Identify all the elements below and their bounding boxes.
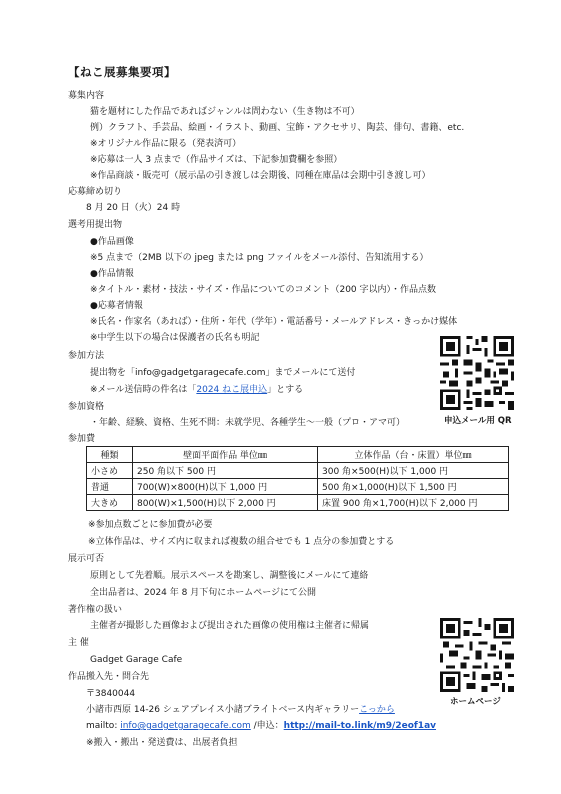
heading-tenji: 展示可否 [68,554,105,564]
homepage-qr-code-icon[interactable] [440,618,514,692]
teishutsu-line: ●応募者情報 [90,301,143,311]
heading-shikaku: 参加資格 [68,402,105,412]
teishutsu-line: ※タイトル・素材・技法・サイズ・作品についてのコメント（200 字以内）・作品点数 [90,285,437,295]
tenji-line: 全出品者は、2024 年 8 月下旬にホームページにて公開 [90,588,317,598]
table-cell: 800(W)×1,500(H)以下 2,000 円 [133,495,318,511]
postal-code: 〒3840044 [86,689,136,699]
contact-line [86,720,436,732]
boshu-line: ※応募は一人 3 点まで（作品サイズは、下記参加費欄を参照） [90,155,343,165]
deadline-value: 8 月 20 日（火）24 時 [86,203,181,213]
apply-qr-code-icon[interactable] [440,336,514,410]
subject-suffix: 」とする [267,385,304,395]
heading-teishutsu: 選考用提出物 [68,220,123,230]
table-cell: 床置 900 角×1,700(H)以下 2,000 円 [318,495,509,511]
chosakuken-line: 主催者が撮影した画像および提出された画像の使用権は主催者に帰属 [90,621,370,631]
heading-boshu: 募集内容 [68,91,105,101]
boshu-line: ※作品商談・販売可（展示品の引き渡しは会期後、同種在庫品は会期中引き渡し可） [90,171,431,181]
email-link[interactable]: info@gadgetgaragecafe.com [120,721,251,731]
table-cell: 700(W)×800(H)以下 1,000 円 [133,479,318,495]
gallery-link[interactable]: こっから [359,705,395,715]
table-header-cell: 壁面平面作品 単位㎜ [133,447,318,463]
heading-chosakuken: 著作権の扱い [68,605,123,615]
heading-hannyu: 作品搬入先・問合先 [68,672,150,682]
address-line [86,704,395,716]
table-row [87,463,509,479]
table-header-cell: 立体作品（台・床置）単位㎜ [318,447,509,463]
table-cell: 普通 [87,479,133,495]
tenji-line: 原則として先着順。展示スペースを勘案し、調整後にメールにて連絡 [90,571,369,581]
shikaku-line: ・年齢、経験、資格、生死不問：未就学児、各種学生～一般（プロ・アマ可） [90,418,406,428]
heading-shimekiri: 応募締め切り [68,187,123,197]
organizer-name: Gadget Garage Cafe [90,655,183,665]
teishutsu-line: ※5 点まで（2MB 以下の jpeg または png ファイルをメール添付、告知流用する） [90,253,429,263]
mailto-label: mailto: [86,721,121,731]
table-row [87,479,509,495]
page-title: 【ねこ展募集要項】 [68,65,176,79]
teishutsu-line: ※氏名・作家名（あれば）・住所・年代（学年）・電話番号・メールアドレス・きっかけ媒体 [90,317,458,327]
sanka-hoho-subject [90,384,303,396]
apply-label: /申込： [250,721,284,731]
fee-note: ※参加点数ごとに参加費が必要 [88,520,213,530]
fee-table [86,446,509,511]
heading-shusai: 主 催 [68,638,89,648]
heading-sankahi: 参加費 [68,434,96,444]
teishutsu-line: ※中学生以下の場合は保護者の氏名も明記 [90,333,260,343]
boshu-line: 例）クラフト、手芸品、絵画・イラスト、動画、宝飾・アクセサリ、陶芸、俳句、書籍、etc. [90,123,465,133]
subject-link[interactable]: 2024 ねこ展申込 [196,385,268,395]
sanka-hoho-line: 提出物を「info@gadgetgaragecafe.com」までメールにて送付 [90,368,356,378]
teishutsu-line: ●作品情報 [90,269,134,279]
apply-link[interactable]: http://mail-to.link/m9/2eof1av [283,721,437,731]
fee-note: ※立体作品は、サイズ内に収まれば複数の組合せでも 1 点分の参加費とする [88,537,395,547]
table-cell: 500 角×1,000(H)以下 1,500 円 [318,479,509,495]
table-cell: 300 角×500(H)以下 1,000 円 [318,463,509,479]
subject-prefix: ※メール送信時の件名は「 [90,385,197,395]
teishutsu-line: ●作品画像 [90,237,134,247]
table-cell: 250 角以下 500 円 [133,463,318,479]
boshu-line: 猫を題材にした作品であればジャンルは問わない（生き物は不可） [90,107,360,117]
table-cell: 小さめ [87,463,133,479]
table-cell: 大きめ [87,495,133,511]
homepage-qr-label: ホームページ [450,697,501,707]
heading-sanka-hoho: 参加方法 [68,351,105,361]
table-header-row [87,447,509,463]
address-text: 小諸市西原 14-26 シェアプレイス小諸ブライトベース内ギャラリー [86,705,360,715]
table-row [87,495,509,511]
table-header-cell: 種類 [87,447,133,463]
shipping-note: ※搬入・搬出・発送費は、出展者負担 [86,738,238,748]
boshu-line: ※オリジナル作品に限る（発表済可） [90,139,242,149]
apply-qr-label: 申込メール用 QR [444,416,512,426]
